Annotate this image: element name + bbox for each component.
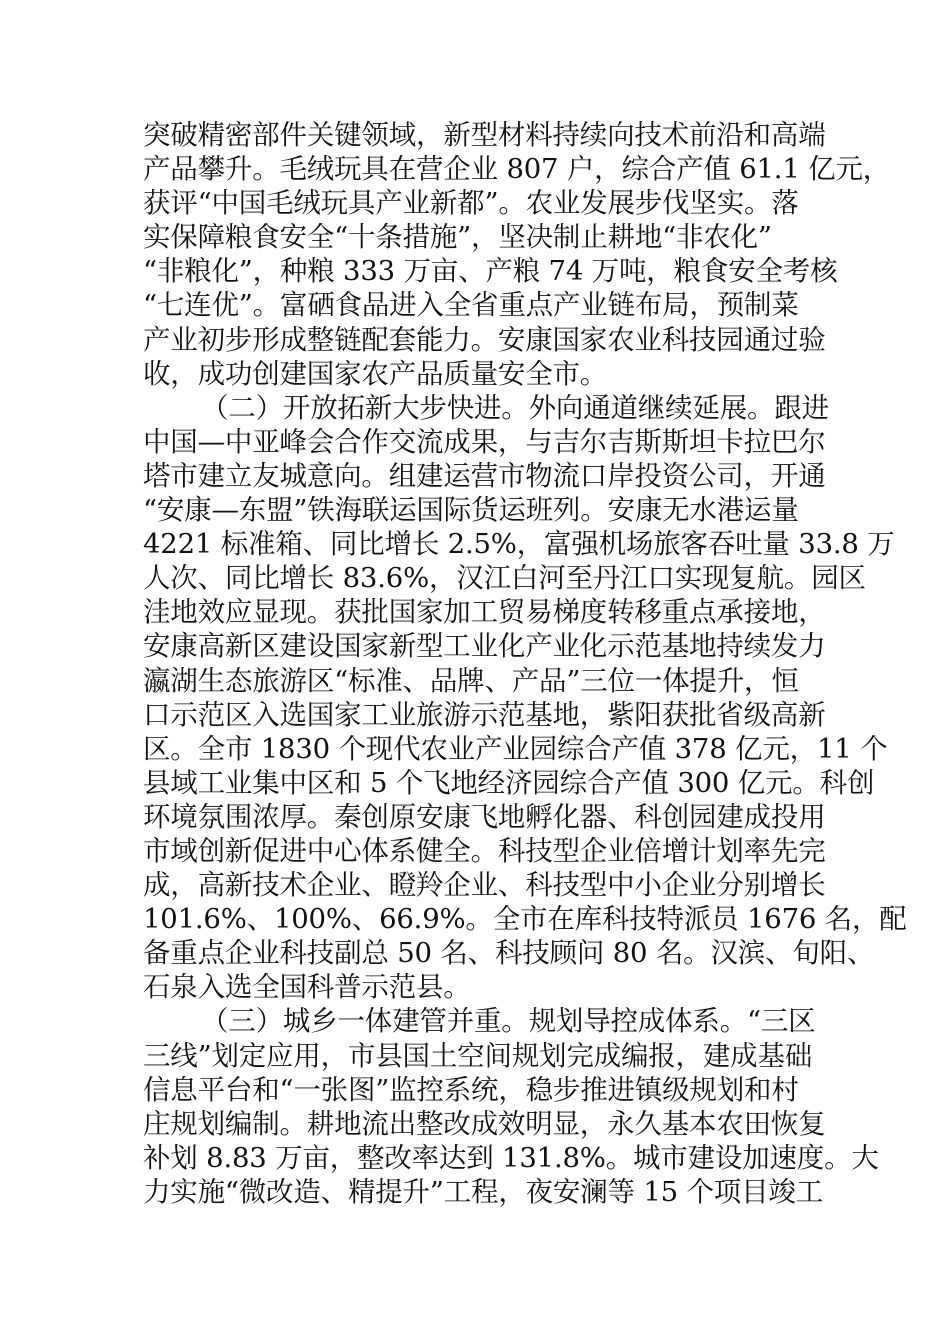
text-line: 中国—中亚峰会合作交流成果，与吉尔吉斯斯坦卡拉巴尔 [143, 425, 826, 458]
paragraph-first-line: （二）开放拓新大步快进。外向通道继续延展。跟进 [201, 391, 829, 424]
text-line: 力实施“微改造、精提升”工程，夜安澜等 15 个项目竣工 [143, 1175, 823, 1208]
text-line: 区。全市 1830 个现代农业产业园综合产值 378 亿元，11 个 [143, 732, 888, 765]
text-line: 洼地效应显现。获批国家加工贸易梯度转移重点承接地， [143, 596, 826, 629]
text-line: 瀛湖生态旅游区“标准、品牌、产品”三位一体提升，恒 [143, 664, 799, 697]
text-line: “安康—东盟”铁海联运国际货运班列。安康无水港运量 [143, 494, 799, 527]
text-line: 市域创新促进中心体系健全。科技型企业倍增计划率先完 [143, 834, 826, 867]
body-text [143, 118, 907, 1209]
text-line: 人次、同比增长 83.6%，汉江白河至丹江口实现复航。园区 [143, 562, 866, 595]
text-line: 获评“中国毛绒玩具产业新都”。农业发展步伐坚实。落 [143, 187, 799, 220]
text-line: 101.6%、100%、66.9%。全市在库科技特派员 1676 名，配 [143, 903, 907, 936]
text-line: 信息平台和“一张图”监控系统，稳步推进镇级规划和村 [143, 1073, 799, 1106]
text-line: 安康高新区建设国家新型工业化产业化示范基地持续发力 [143, 630, 826, 663]
text-line: 实保障粮食安全“十条措施”，坚决制止耕地“非农化” [143, 221, 772, 254]
text-line: 庄规划编制。耕地流出整改成效明显，永久基本农田恢复 [143, 1107, 826, 1140]
text-line: 产品攀升。毛绒玩具在营企业 807 户，综合产值 61.1 亿元， [143, 153, 891, 186]
text-line: 4221 标准箱、同比增长 2.5%，富强机场旅客吞吐量 33.8 万 [143, 528, 895, 561]
text-line: “七连优”。富硒食品进入全省重点产业链布局，预制菜 [143, 289, 799, 322]
text-line: 口示范区入选国家工业旅游示范基地，紫阳获批省级高新 [143, 698, 826, 731]
text-line: 产业初步形成整链配套能力。安康国家农业科技园通过验 [143, 323, 826, 356]
text-line: 三线”划定应用，市县国土空间规划完成编报，建成基础 [143, 1039, 813, 1072]
text-line: 补划 8.83 万亩，整改率达到 131.8%。城市建设加速度。大 [143, 1141, 879, 1174]
text-line: 环境氛围浓厚。秦创原安康飞地孵化器、科创园建成投用 [143, 800, 826, 833]
text-line: 县域工业集中区和 5 个飞地经济园综合产值 300 亿元。科创 [143, 766, 875, 799]
text-line: 收，成功创建国家农产品质量安全市。 [143, 357, 608, 390]
text-line: 备重点企业科技副总 50 名、科技顾问 80 名。汉滨、旬阳、 [143, 937, 875, 970]
paragraph-first-line: （三）城乡一体建管并重。规划导控成体系。“三区 [201, 1005, 816, 1038]
text-line: “非粮化”，种粮 333 万亩、产粮 74 万吨，粮食安全考核 [143, 255, 838, 288]
text-line: 成，高新技术企业、瞪羚企业、科技型中小企业分别增长 [143, 869, 826, 902]
text-line: 塔市建立友城意向。组建运营市物流口岸投资公司，开通 [143, 459, 826, 492]
text-line: 石泉入选全国科普示范县。 [143, 971, 471, 1004]
text-line: 突破精密部件关键领域，新型材料持续向技术前沿和高端 [143, 119, 826, 151]
